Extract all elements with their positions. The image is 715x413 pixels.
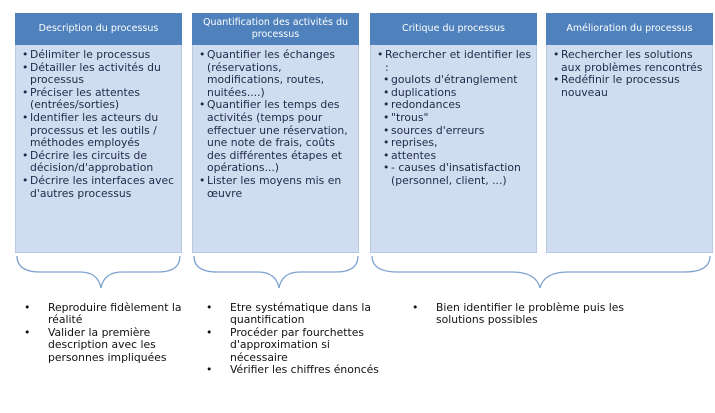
list-item: • Quantifier les échanges (réservations, modifications, routes, nuitées....)	[199, 49, 354, 99]
list-item: • Délimiter le processus	[22, 49, 177, 62]
column-header: Quantification des activités du processus	[192, 13, 359, 45]
list-item: • - causes d'insatisfaction (personnel, client, ...)	[377, 162, 532, 187]
list-item: • Redéfinir le processus nouveau	[553, 74, 708, 99]
brace-2	[194, 256, 358, 288]
column-header: Description du processus	[15, 13, 182, 45]
note-item: • Reproduire fidèlement la réalité	[20, 302, 190, 327]
list-item: • "trous"	[377, 112, 532, 125]
list-item: • attentes	[377, 150, 532, 163]
column-header: Amélioration du processus	[546, 13, 713, 45]
notes-group-3	[408, 302, 658, 327]
note-item: • Etre systématique dans la quantification	[202, 302, 382, 327]
list-item: • Quantifier les temps des activités (temps pour effectuer une réservation, une note de frais, coûts des différentes étapes et opérations...)	[199, 99, 354, 175]
list-item: • Lister les moyens mis en œuvre	[199, 175, 354, 200]
list-item: • redondances	[377, 99, 532, 112]
list-item: • Détailler les activités du processus	[22, 62, 177, 87]
list-item: • Décrire les interfaces avec d'autres processus	[22, 175, 177, 200]
list-item: • Rechercher les solutions aux problèmes rencontrés	[553, 49, 708, 74]
note-item: • Vérifier les chiffres énoncés	[202, 364, 382, 376]
list-item: • duplications	[377, 87, 532, 100]
list-item: • Préciser les attentes (entrées/sorties)	[22, 87, 177, 112]
brace-3	[372, 256, 710, 288]
column-header: Critique du processus	[370, 13, 537, 45]
list-item: • Identifier les acteurs du processus et les outils / méthodes employés	[22, 112, 177, 150]
notes-group-2	[202, 302, 382, 376]
note-item: • Bien identifier le problème puis les solutions possibles	[408, 302, 658, 327]
note-item: • Procéder par fourchettes d'approximation si nécessaire	[202, 327, 382, 364]
list-item: • goulots d'étranglement	[377, 74, 532, 87]
note-item: • Valider la première description avec les personnes impliquées	[20, 327, 190, 364]
brace-1	[17, 256, 180, 288]
list-item: • Rechercher et identifier les :	[377, 49, 532, 74]
notes-group-1	[20, 302, 190, 364]
list-item: • reprises,	[377, 137, 532, 150]
list-item: • sources d'erreurs	[377, 125, 532, 138]
list-item: • Décrire les circuits de décision/d'approbation	[22, 150, 177, 175]
